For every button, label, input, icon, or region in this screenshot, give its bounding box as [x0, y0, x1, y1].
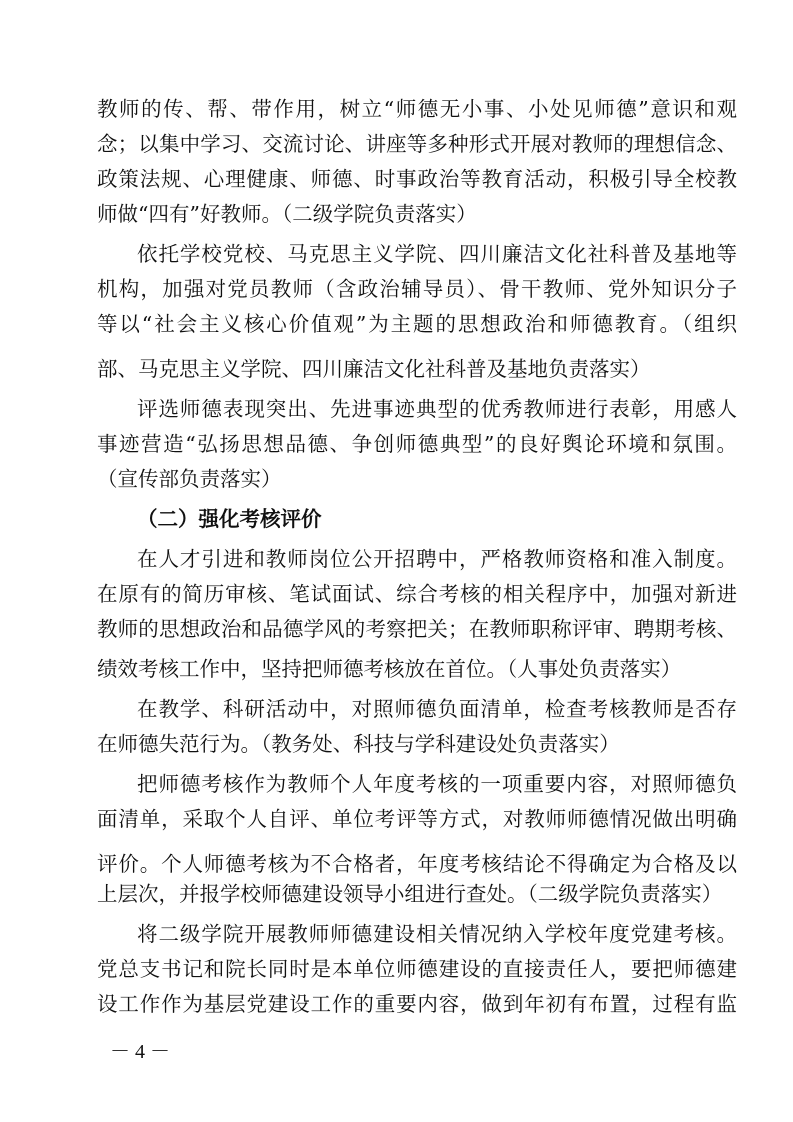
body-text-line: 政策法规、心理健康、师德、时事政治等教育活动，积极引导全校教 — [97, 167, 737, 191]
body-text-line: 评价。个人师德考核为不合格者，年度考核结论不得确定为合格及以 — [97, 852, 737, 876]
body-text-line: 在师德失范行为。（教务处、科技与学科建设处负责落实） — [97, 732, 620, 756]
paragraph-first-line: 依托学校党校、马克思主义学院、四川廉洁文化社科普及基地等 — [137, 242, 737, 266]
body-text-line: （宣传部负责落实） — [97, 467, 282, 491]
body-text-line: 部、马克思主义学院、四川廉洁文化社科普及基地负责落实） — [97, 357, 651, 381]
body-text-line: 上层次，并报学校师德建设领导小组进行查处。（二级学院负责落实） — [97, 882, 723, 906]
paragraph-first-line: 评选师德表现突出、先进事迹典型的优秀教师进行表彰，用感人 — [137, 397, 737, 421]
section-heading: （二）强化考核评价 — [137, 507, 322, 531]
paragraph-first-line: 将二级学院开展教师师德建设相关情况纳入学校年度党建考核。 — [137, 922, 737, 946]
body-text-line: 念；以集中学习、交流讨论、讲座等多种形式开展对教师的理想信念、 — [97, 132, 737, 156]
body-text-line: 教师的思想政治和品德学风的考察把关；在教师职称评审、聘期考核、 — [97, 617, 737, 641]
paragraph-first-line: 在教学、科研活动中，对照师德负面清单，检查考核教师是否存 — [137, 697, 737, 721]
body-text-line: 机构，加强对党员教师（含政治辅导员）、骨干教师、党外知识分子 — [97, 277, 737, 301]
body-text-line: 党总支书记和院长同时是本单位师德建设的直接责任人，要把师德建 — [97, 957, 737, 981]
paragraph-first-line: 在人才引进和教师岗位公开招聘中，严格教师资格和准入制度。 — [137, 547, 737, 571]
body-text-line: 设工作作为基层党建设工作的重要内容，做到年初有布置，过程有监 — [97, 992, 737, 1016]
body-text-line: 事迹营造“弘扬思想品德、争创师德典型”的良好舆论环境和氛围。 — [97, 432, 737, 456]
paragraph-first-line: 把师德考核作为教师个人年度考核的一项重要内容，对照师德负 — [137, 772, 737, 796]
body-text-line: 面清单，采取个人自评、单位考评等方式，对教师师德情况做出明确 — [97, 807, 737, 831]
body-text-line: 在原有的简历审核、笔试面试、综合考核的相关程序中，加强对新进 — [97, 582, 737, 606]
body-text-line: 师做“四有”好教师。（二级学院负责落实） — [97, 202, 477, 226]
body-text-line: 绩效考核工作中，坚持把师德考核放在首位。（人事处负责落实） — [97, 657, 682, 681]
body-text-line: 教师的传、帮、带作用，树立“师德无小事、小处见师德”意识和观 — [97, 97, 737, 121]
page-number: － 4 － — [110, 1041, 170, 1063]
body-text-line: 等以“社会主义核心价值观”为主题的思想政治和师德教育。（组织 — [97, 312, 737, 336]
